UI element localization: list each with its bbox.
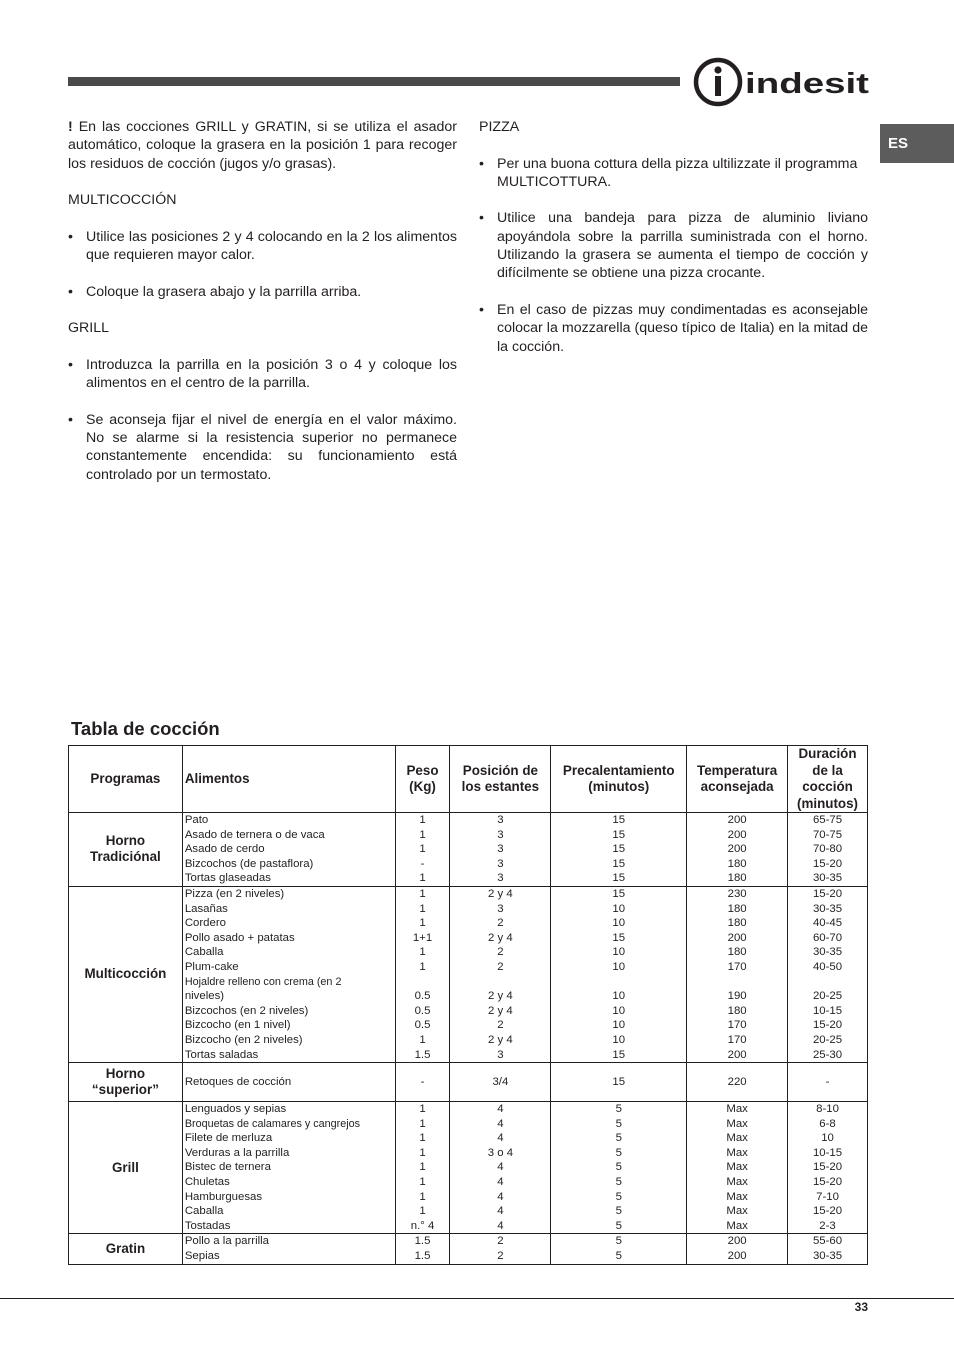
table-header-row xyxy=(69,746,868,813)
indesit-logo xyxy=(692,56,872,108)
position-cell: 3/4 xyxy=(450,1063,551,1102)
grill-notice xyxy=(68,118,457,173)
language-tab: ES xyxy=(880,124,954,163)
header-programs: Programas xyxy=(69,746,183,813)
table-group-row xyxy=(69,813,868,887)
program-cell: Horno “superior” xyxy=(69,1063,183,1102)
header-foods: Alimentos xyxy=(182,746,395,813)
foods-cell: Pizza (en 2 niveles) Lasañas Cordero Pollo asado + patatas Caballa Plum-cake Hojaldre relleno con crema (en 2 niveles) Bizcochos (en 2 niveles) Bizcocho (en 1 nivel) Bizcocho (en 2 niveles) Tortas saladas xyxy=(182,886,395,1062)
preheat-cell: 15 xyxy=(551,1063,687,1102)
duration-cell: - xyxy=(788,1063,868,1102)
program-cell: Multicocción xyxy=(69,886,183,1062)
duration-cell: 55-60 30-35 xyxy=(788,1234,868,1264)
footer-rule xyxy=(0,1298,954,1299)
foods-cell: Lenguados y sepias Broquetas de calamares y cangrejos Filete de merluza Verduras a la parrilla Bistec de ternera Chuletas Hamburguesas Caballa Tostadas xyxy=(182,1102,395,1234)
pizza-title: PIZZA xyxy=(479,119,520,135)
header-weight: Peso (Kg) xyxy=(395,746,450,813)
page-number: 33 xyxy=(854,1300,868,1314)
brand-wordmark: indesit xyxy=(745,68,870,100)
weight-cell: 1 1 1 - 1 xyxy=(395,813,450,887)
foods-cell: Pollo a la parrilla Sepias xyxy=(182,1234,395,1264)
header-duration: Duración de la cocción (minutos) xyxy=(788,746,868,813)
foods-cell: Pato Asado de ternera o de vaca Asado de cerdo Bizcochos (de pastaflora) Tortas glaseadas xyxy=(182,813,395,887)
preheat-cell: 5 5 5 5 5 5 5 5 5 xyxy=(551,1102,687,1234)
table-body xyxy=(69,813,868,1265)
multi-bullet: • Utilice las posiciones 2 y 4 colocando en la 2 los alimentos que requieren mayor calor. xyxy=(68,228,457,265)
temperature-cell: 200 200 xyxy=(687,1234,788,1264)
position-cell: 2 2 xyxy=(450,1234,551,1264)
duration-cell: 15-20 30-35 40-45 60-70 30-35 40-50 20-25 10-15 15-20 20-25 25-30 xyxy=(788,886,868,1062)
cooking-table xyxy=(68,745,868,1265)
position-cell: 2 y 4 3 2 2 y 4 2 2 2 y 4 2 y 4 2 2 y 4 3 xyxy=(450,886,551,1062)
program-cell: Grill xyxy=(69,1102,183,1234)
weight-cell: - xyxy=(395,1063,450,1102)
temperature-cell: 220 xyxy=(687,1063,788,1102)
temperature-cell: 230 180 180 200 180 170 190 180 170 170 200 xyxy=(687,886,788,1062)
grill-bullet: • Introduzca la parrilla en la posición 3 o 4 y coloque los alimentos en el centro de la parrilla. xyxy=(68,356,457,393)
weight-cell: 1 1 1 1+1 1 1 0.5 0.5 0.5 1 1.5 xyxy=(395,886,450,1062)
position-cell: 4 4 4 3 o 4 4 4 4 4 4 xyxy=(450,1102,551,1234)
multi-title: MULTICOCCIÓN xyxy=(68,192,177,209)
weight-cell: 1 1 1 1 1 1 1 1 n.° 4 xyxy=(395,1102,450,1234)
pizza-bullet: • Utilice una bandeja para pizza de aluminio liviano apoyándola sobre la parrilla suministrada con el horno. Utilizando la grasera se aumenta el tiempo de cocción y difícilmente se obtiene una pizza crocante. xyxy=(479,209,868,282)
duration-cell: 65-75 70-75 70-80 15-20 30-35 xyxy=(788,813,868,887)
duration-cell: 8-10 6-8 10 10-15 15-20 15-20 7-10 15-20 2-3 xyxy=(788,1102,868,1234)
header-position: Posición de los estantes xyxy=(450,746,551,813)
table-group-row xyxy=(69,886,868,1062)
table-group-row xyxy=(69,1234,868,1264)
left-column xyxy=(68,118,457,502)
weight-cell: 1.5 1.5 xyxy=(395,1234,450,1264)
preheat-cell: 15 15 15 15 15 xyxy=(551,813,687,887)
multi-bullet: • Coloque la grasera abajo y la parrilla arriba. xyxy=(68,283,457,301)
program-cell: Horno Tradiciónal xyxy=(69,813,183,887)
position-cell: 3 3 3 3 3 xyxy=(450,813,551,887)
preheat-cell: 15 10 10 15 10 10 10 10 10 10 15 xyxy=(551,886,687,1062)
grill-title: GRILL xyxy=(68,320,110,337)
temperature-cell: 200 200 200 180 180 xyxy=(687,813,788,887)
header-bar xyxy=(68,77,680,86)
notice-text: En las cocciones GRILL y GRATIN, si se utiliza el asador automático, coloque la grasera en la posición 1 para recoger los residuos de cocción (jugos y/o grasas). xyxy=(68,119,457,172)
grill-bullet: • Se aconseja fijar el nivel de energía en el valor máximo. No se alarme si la resistencia superior no permanece constantemente encendida: su funcionamiento está controlado por un termostato. xyxy=(68,411,457,484)
pizza-bullet: • Per una buona cottura della pizza ultilizzate il programma MULTICOTTURA. xyxy=(479,155,868,192)
right-column xyxy=(479,118,868,374)
header-temperature: Temperatura aconsejada xyxy=(687,746,788,813)
foods-cell: Retoques de cocción xyxy=(182,1063,395,1102)
program-cell: Gratin xyxy=(69,1234,183,1264)
table-group-row xyxy=(69,1102,868,1234)
notice-mark: ! xyxy=(68,119,73,135)
table-title: Tabla de cocción xyxy=(71,718,220,739)
pizza-bullet: • En el caso de pizzas muy condimentadas es aconsejable colocar la mozzarella (queso típico de Italia) en la mitad de la cocción. xyxy=(479,301,868,356)
header-preheat: Precalentamiento (minutos) xyxy=(551,746,687,813)
preheat-cell: 5 5 xyxy=(551,1234,687,1264)
temperature-cell: Max Max Max Max Max Max Max Max Max xyxy=(687,1102,788,1234)
table-group-row xyxy=(69,1063,868,1102)
